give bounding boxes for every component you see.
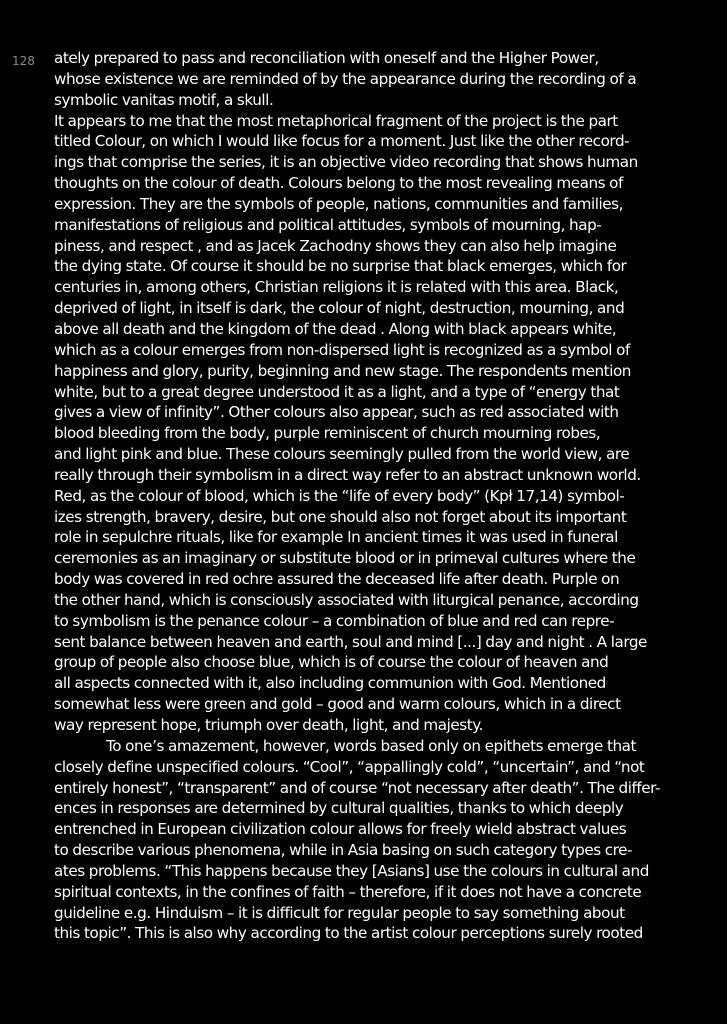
text-line: somewhat less were green and gold – good and warm colours, which in a direct	[54, 695, 621, 714]
text-line: entrenched in European civilization colour allows for freely wield abstract values	[54, 820, 627, 839]
text-line: centuries in, among others, Christian religions it is related with this area. Black,	[54, 278, 619, 297]
text-line: ings that comprise the series, it is an objective video recording that shows human	[54, 153, 638, 172]
text-line: the dying state. Of course it should be no surprise that black emerges, which for	[54, 257, 627, 276]
text-line: entirely honest”, “transparent” and of course “not necessary after death”. The differ-	[54, 778, 661, 797]
text-line: izes strength, bravery, desire, but one should also not forget about its important	[54, 507, 627, 526]
text-line: and light pink and blue. These colours seemingly pulled from the world view, are	[54, 445, 630, 464]
text-line: the other hand, which is consciously associated with liturgical penance, according	[54, 590, 639, 609]
text-line: ences in responses are determined by cultural qualities, thanks to which deeply	[54, 799, 624, 818]
text-line: ately prepared to pass and reconciliation with oneself and the Higher Power,	[54, 49, 599, 67]
text-line: ates problems. “This happens because they [Asians] use the colours in cultural and	[54, 861, 649, 880]
text-line: all aspects connected with it, also including communion with God. Mentioned	[54, 674, 606, 693]
text-line: which as a colour emerges from non-dispersed light is recognized as a symbol of	[54, 340, 630, 359]
text-line: gives a view of infinity”. Other colours also appear, such as red associated with	[54, 403, 619, 422]
text-line: this topic”. This is also why according to the artist colour perceptions surely rooted	[54, 924, 643, 943]
text-line: happiness and glory, purity, beginning and new stage. The respondents mention	[54, 361, 631, 380]
text-line: It appears to me that the most metaphorical fragment of the project is the part	[54, 111, 618, 130]
text-line: white, but to a great degree understood it as a light, and a type of “energy that	[54, 382, 620, 401]
text-line: deprived of light, in itself is dark, the colour of night, destruction, mourning, and	[54, 299, 625, 318]
text-line: way represent hope, triumph over death, light, and majesty.	[54, 716, 484, 734]
text-line: closely define unspecified colours. “Cool”, “appallingly cold”, “uncertain”, and “not	[54, 757, 645, 776]
text-line-paragraph-start: To one’s amazement, however, words based only on epithets emerge that	[106, 736, 636, 755]
text-line: group of people also choose blue, which is of course the colour of heaven and	[54, 653, 609, 672]
text-line: guideline e.g. Hinduism – it is difficult for regular people to say something about	[54, 903, 625, 922]
text-line: symbolic vanitas motif, a skull.	[54, 90, 274, 109]
text-line: role in sepulchre rituals, like for example In ancient times it was used in funeral	[54, 528, 618, 547]
text-line: to symbolism is the penance colour – a combination of blue and red can repre-	[54, 611, 615, 630]
text-line: spiritual contexts, in the confines of faith – therefore, if it does not have a concrete	[54, 882, 642, 901]
text-line: really through their symbolism in a direct way refer to an abstract unknown world.	[54, 465, 641, 484]
text-line: titled Colour, on which I would like focus for a moment. Just like the other record-	[54, 132, 630, 151]
body-text	[54, 48, 674, 944]
page-number: 128	[12, 54, 35, 68]
text-line: sent balance between heaven and earth, soul and mind [...] day and night . A large	[54, 632, 647, 651]
text-line: whose existence we are reminded of by the appearance during the recording of a	[54, 69, 637, 88]
text-line: ceremonies as an imaginary or substitute blood or in primeval cultures where the	[54, 549, 636, 568]
text-line: to describe various phenomena, while in Asia basing on such category types cre-	[54, 841, 633, 860]
text-line: blood bleeding from the body, purple reminiscent of church mourning robes,	[54, 424, 601, 443]
text-line: above all death and the kingdom of the dead . Along with black appears white,	[54, 319, 617, 338]
text-line: thoughts on the colour of death. Colours belong to the most revealing means of	[54, 174, 623, 193]
text-line: expression. They are the symbols of people, nations, communities and families,	[54, 194, 624, 213]
text-line: body was covered in red ochre assured the deceased life after death. Purple on	[54, 570, 620, 589]
text-line: piness, and respect , and as Jacek Zachodny shows they can also help imagine	[54, 236, 617, 255]
text-line: manifestations of religious and political attitudes, symbols of mourning, hap-	[54, 215, 602, 234]
text-line: Red, as the colour of blood, which is the “life of every body” (Kpł 17,14) symbol-	[54, 486, 625, 505]
